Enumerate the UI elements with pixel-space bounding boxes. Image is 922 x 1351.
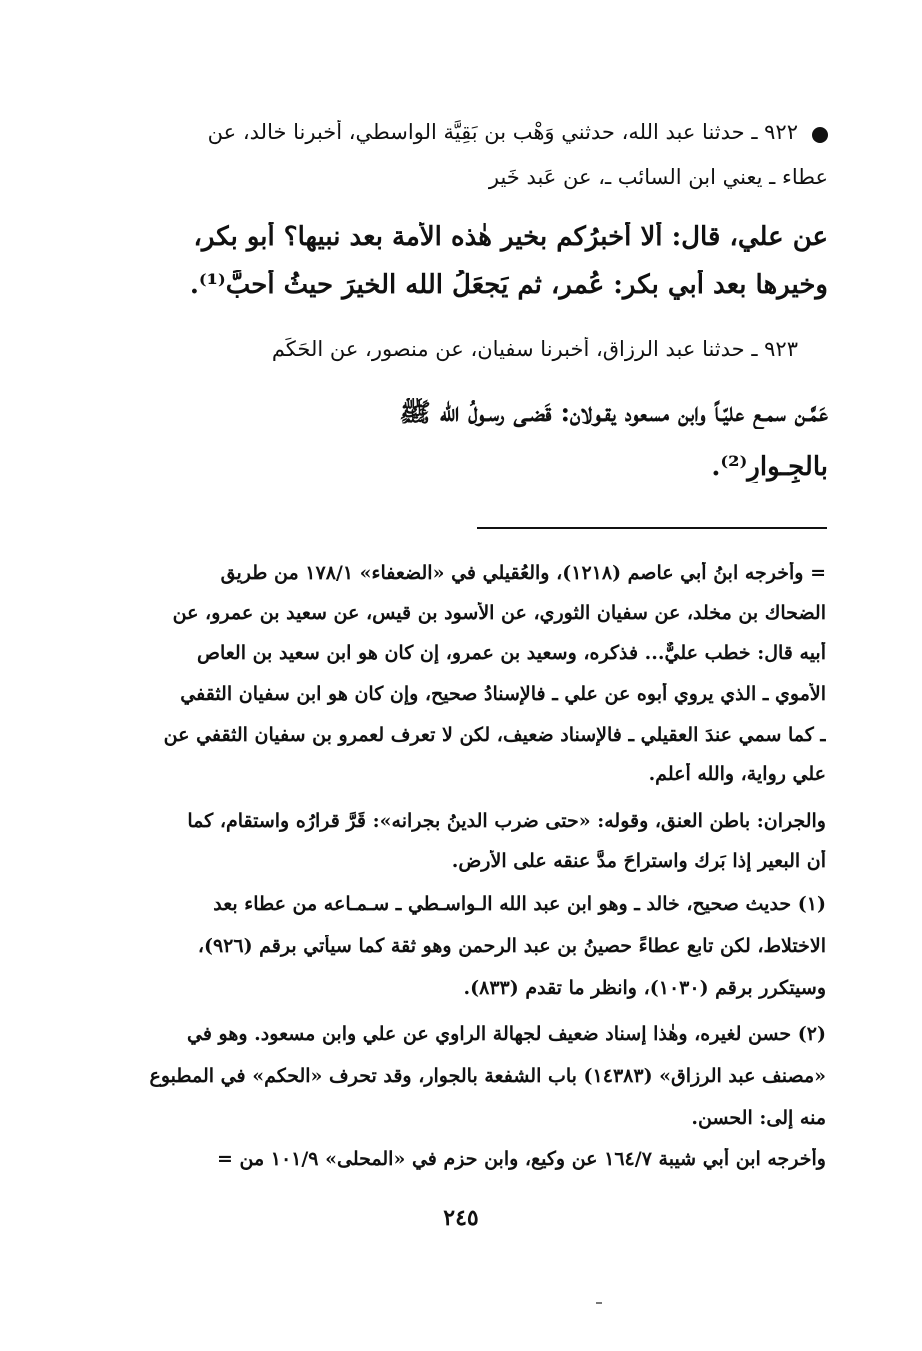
footnote-separator: [477, 527, 827, 529]
hadith-922-isnad-line-2: عطاء ـ يعني ابن السائب ـ، عن عَبد خَير: [488, 165, 828, 189]
footnote-continued-line-4: الأموي ـ الذي يروي أبوه عن علي ـ فالإسنادُ صحيح، وإن كان هو ابن سفيان الثقفي: [180, 683, 826, 705]
footnote-2-line-4: وأخرجه ابن أبي شيبة ١٦٤/٧ عن وكيع، وابن حزم في «المحلى» ١٠١/٩ من =: [216, 1148, 826, 1170]
page-number: ٢٤٥: [443, 1205, 479, 1231]
hadith-923-isnad-line: ٩٢٣ ـ حدثنا عبد الرزاق، أخبرنا سفيان، عن منصور، عن الحَكَم: [271, 337, 798, 361]
footnote-continued-line-2: الضحاك بن مخلد، عن سفيان الثوري، عن الأسود بن قيس، عن سعيد بن عمرو، عن: [172, 602, 826, 624]
footnote-continued-line-1: = وأخرجه ابنُ أبي عاصم (١٢١٨)، والعُقيلي في «الضعفاء» ١٧٨/١ من طريق: [220, 562, 826, 584]
footnote-2-line-3: منه إلى: الحسن.: [691, 1107, 826, 1129]
hadith-923-matn-line-2: بالجِـوارِ⁽²⁾.: [711, 452, 828, 482]
hadith-bullet-marker: [812, 127, 828, 143]
hadith-922-matn-line-1: عن علي، قال: ألا أُخبرُكم بخير هٰذه الأُمة بعد نبيها؟ أبو بكر،: [193, 222, 828, 252]
footnote-1-line-1: (١) حديث صحيح، خالد ـ وهو ابن عبد الله الـواسـطي ـ سـمـاعه من عطاء بعد: [213, 893, 826, 915]
scan-speck: [596, 1302, 602, 1304]
footnote-2-line-2: «مصنف عبد الرزاق» (١٤٣٨٣) باب الشفعة بالجوار، وقد تحرف «الحكم» في المطبوع: [149, 1065, 826, 1087]
footnote-2-line-1: (٢) حسن لغيره، وهٰذا إسناد ضعيف لجهالة الراوي عن علي وابن مسعود. وهو في: [187, 1023, 826, 1045]
hadith-923-matn-line-1: عَمَّـن سمـع عليّـاً وابن مسعود يقـولان: قَضـى رسـولُ الله ﷺ: [399, 398, 828, 428]
footnote-continued-line-3: أبيه قال: خطب عليٌّ... فذكره، وسعيد بن عمرو، إن كان هو ابن سعيد بن العاص: [196, 642, 826, 664]
hadith-922-matn-line-2: وخيرها بعد أبي بكر: عُمر، ثم يَجعَلُ الله الخيرَ حيثُ أحبَّ⁽¹⁾.: [189, 270, 828, 300]
footnote-1-line-2: الاختلاط، لكن تابع عطاءً حصينُ بن عبد الرحمن وهو ثقة كما سيأتي برقم (٩٢٦)،: [197, 935, 826, 957]
footnote-continued-line-5: ـ كما سمي عندَ العقيلي ـ فالإسناد ضعيف، لكن لا تعرف لعمرو بن سفيان الثقفي عن: [163, 724, 826, 746]
footnote-continued-line-6: علي رواية، والله أعلم.: [648, 763, 826, 785]
footnote-jiran-line-2: أن البعير إذا بَرك واستراحَ مدَّ عنقه على الأرض.: [451, 850, 826, 872]
hadith-922-isnad-line-1: ٩٢٢ ـ حدثنا عبد الله، حدثني وَهْب بن بَقِيَّة الواسطي، أخبرنا خالد، عن: [207, 120, 798, 144]
footnote-jiran-line-1: والجران: باطن العنق، وقوله: «حتى ضرب الدينُ بجرانه»: قَرَّ قرارُه واستقام، كما: [187, 810, 826, 832]
footnote-1-line-3: وسيتكرر برقم (١٠٣٠)، وانظر ما تقدم (٨٣٣).: [463, 977, 826, 999]
